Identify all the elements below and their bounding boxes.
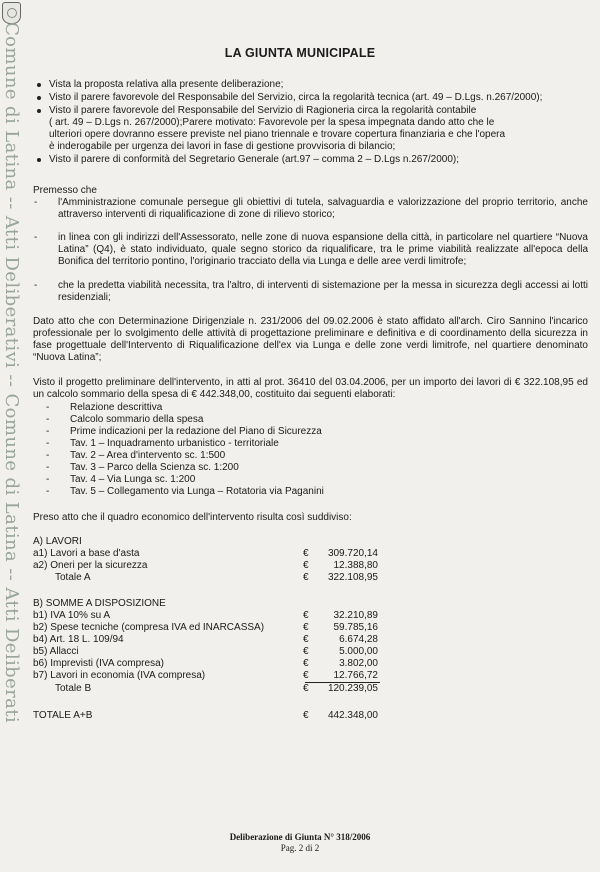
bullet-3-line-2: ( art. 49 – D.Lgs n. 267/2000);Parere motivato: Favorevole per la spesa impegnata dando atto che le bbox=[49, 117, 495, 128]
section-b-row-label: b7) Lavori in economia (IVA compresa) bbox=[33, 670, 206, 681]
bullet-3: Visto il parere favorevole del Responsabile del Servizio di Ragioneria circa la regolarità contabile bbox=[49, 105, 477, 116]
currency-symbol: € bbox=[303, 710, 309, 721]
elaborato-item: - Tav. 3 – Parco della Scienza sc. 1:200 bbox=[70, 462, 239, 474]
bullet-4: Visto il parere di conformità del Segretario Generale (art.97 – comma 2 – D.Lgs n.267/2000); bbox=[49, 154, 460, 165]
currency-symbol: € bbox=[303, 670, 309, 681]
section-a-row-amount: 309.720,14 bbox=[327, 548, 378, 559]
section-b-row-label: b4) Art. 18 L. 109/94 bbox=[33, 634, 124, 645]
currency-symbol: € bbox=[303, 658, 309, 669]
footer-page-number: Pag. 2 di 2 bbox=[280, 843, 320, 853]
watermark-text: Comune di Latina -- Atti Deliberativi -- Comune di Latina -- Atti Deliberati bbox=[1, 22, 22, 724]
currency-symbol: € bbox=[303, 622, 309, 633]
premesso-heading: Premesso che bbox=[33, 185, 97, 196]
section-a-total-amount: 322.108,95 bbox=[327, 572, 378, 583]
section-a-total-label: Totale A bbox=[55, 572, 91, 583]
section-a-row-label: a2) Oneri per la sicurezza bbox=[33, 560, 148, 571]
elaborato-item: - Calcolo sommario della spesa bbox=[70, 414, 203, 426]
currency-symbol: € bbox=[303, 634, 309, 645]
elaborato-item: - Prime indicazioni per la redazione del Piano di Sicurezza bbox=[70, 426, 322, 438]
bullet-1: Vista la proposta relativa alla presente deliberazione; bbox=[49, 79, 284, 90]
section-b-total-amount: 120.239,05 bbox=[327, 683, 378, 694]
page-title: LA GIUNTA MUNICIPALE bbox=[224, 46, 376, 60]
bullet-3-line-3: ulteriori opere dovranno essere previste nel piano triennale e trovare copertura finanziaria e che l'opera bbox=[49, 129, 506, 140]
section-b-total-label: Totale B bbox=[55, 683, 92, 694]
currency-symbol: € bbox=[303, 646, 309, 657]
section-a-heading: A) LAVORI bbox=[33, 536, 82, 547]
visto-progetto-paragraph: Visto il progetto preliminare dell'intervento, in atti al prot. 36410 del 03.04.2006, per un importo dei lavori di € 322.108,95 ed un calcolo sommario della spesa di € 442.348,00, costituito dai seguenti elaborati: bbox=[33, 377, 588, 400]
municipal-seal-icon bbox=[2, 2, 21, 24]
grand-total-label: TOTALE A+B bbox=[33, 710, 93, 721]
elaborato-item: - Tav. 5 – Collegamento via Lunga – Rotatoria via Paganini bbox=[70, 486, 324, 498]
elaborato-item: - Relazione descrittiva bbox=[70, 402, 162, 414]
section-b-row-label: b5) Allacci bbox=[33, 646, 79, 657]
section-a-row-label: a1) Lavori a base d'asta bbox=[33, 548, 140, 559]
section-b-row-amount: 12.766,72 bbox=[333, 670, 378, 681]
bullet-3-line-4: è inderogabile per urgenza dei lavori in fase di gestione provvisoria di bilancio; bbox=[49, 141, 396, 152]
section-b-row-amount: 5.000,00 bbox=[339, 646, 378, 657]
grand-total-amount: 442.348,00 bbox=[327, 710, 378, 721]
currency-symbol: € bbox=[303, 610, 309, 621]
section-b-row-amount: 3.802,00 bbox=[339, 658, 378, 669]
section-b-row-amount: 32.210,89 bbox=[333, 610, 378, 621]
elaborato-item: - Tav. 4 – Via Lunga sc. 1:200 bbox=[70, 474, 195, 486]
currency-symbol: € bbox=[303, 560, 309, 571]
section-b-row-label: b2) Spese tecniche (compresa IVA ed INARCASSA) bbox=[33, 622, 265, 633]
currency-symbol: € bbox=[303, 548, 309, 559]
footer-delibera: Deliberazione di Giunta N° 318/2006 bbox=[229, 832, 371, 842]
section-b-heading: B) SOMME A DISPOSIZIONE bbox=[33, 598, 166, 609]
section-b-row-amount: 6.674,28 bbox=[339, 634, 378, 645]
elaborato-item: - Tav. 2 – Area d'intervento sc. 1:500 bbox=[70, 450, 225, 462]
premesso-item-2: - in linea con gli indirizzi dell'Assessorato, nelle zone di nuova espansione della città, in particolare nel quartiere “Nuova Latina” (Q4), è stato individuato, quale segno storico da riqualificare, tra le prime viabilità realizzate all'epoca della Bonifica del territorio pontino, l'originario tracciato della via Lunga e delle aree verdi limitrofe; bbox=[58, 232, 588, 268]
premesso-item-3: - che la predetta viabilità necessita, tra l'altro, di interventi di sistemazione per la messa in sicurezza degli accessi ai lotti residenziali; bbox=[58, 280, 588, 304]
currency-symbol: € bbox=[303, 572, 309, 583]
section-b-row-label: b1) IVA 10% su A bbox=[33, 610, 111, 621]
section-b-row-label: b6) Imprevisti (IVA compresa) bbox=[33, 658, 164, 669]
premesso-item-1: - l'Amministrazione comunale persegue gli obiettivi di tutela, salvaguardia e valorizzazione del proprio territorio, anche attraverso interventi di riqualificazione di zone di rilievo storico; bbox=[58, 197, 588, 221]
preso-atto-paragraph: Preso atto che il quadro economico dell'intervento risulta così suddiviso: bbox=[33, 512, 352, 523]
dato-atto-paragraph: Dato atto che con Determinazione Dirigenziale n. 231/2006 del 09.02.2006 è stato affidato all'arch. Ciro Sannino l'incarico professionale per lo svolgimento delle attività di progettazione preliminare e definitiva e di coordinamento della sicurezza in fase progettuale dell'Intervento di Riqualificazione dell'ex via Lunga e delle zone verdi limitrofe, nel quartiere denominato “Nuova Latina”; bbox=[33, 316, 588, 363]
bullet-2: Visto il parere favorevole del Responsabile del Servizio, circa la regolarità tecnica (art. 49 – D.Lgs. n.267/2000); bbox=[49, 92, 543, 103]
currency-symbol: € bbox=[303, 683, 309, 694]
section-b-row-amount: 59.785,16 bbox=[333, 622, 378, 633]
elaborato-item: - Tav. 1 – Inquadramento urbanistico - territoriale bbox=[70, 438, 279, 450]
section-a-row-amount: 12.388,80 bbox=[333, 560, 378, 571]
